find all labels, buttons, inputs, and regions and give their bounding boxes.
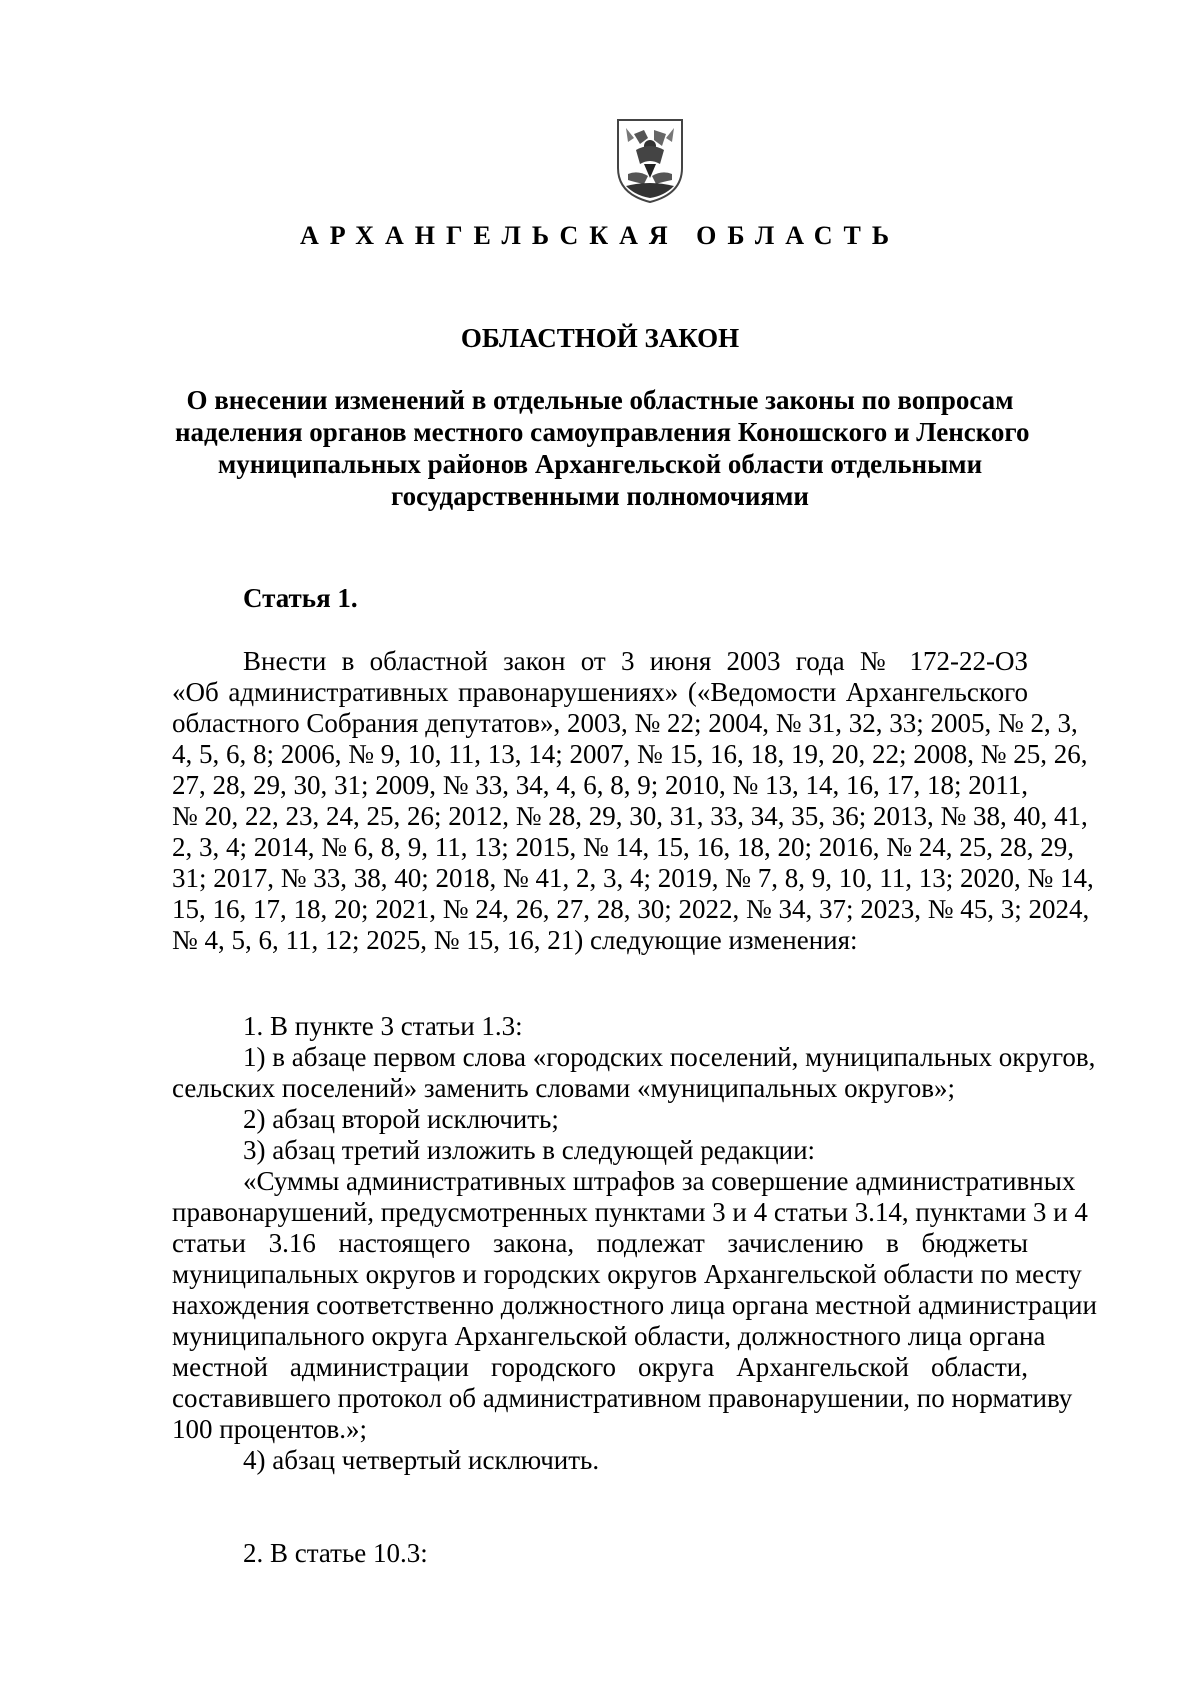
paragraph-line: № 4, 5, 6, 11, 12; 2025, № 15, 16, 21) следующие изменения:	[172, 925, 858, 955]
title-line: муниципальных районов Архангельской области отдельными	[217, 449, 983, 479]
paragraph-line: 100 процентов.»;	[172, 1414, 368, 1444]
paragraph-line: «Об административных правонарушениях» («Ведомости Архангельского	[172, 677, 1028, 707]
paragraph-line: 31; 2017, № 33, 38, 40; 2018, № 41, 2, 3, 4; 2019, № 7, 8, 9, 10, 11, 13; 2020, № 14,	[172, 863, 1094, 893]
paragraph-line: областного Собрания депутатов», 2003, № 22; 2004, № 31, 32, 33; 2005, № 2, 3,	[172, 708, 1078, 738]
document-type: ОБЛАСТНОЙ ЗАКОН	[460, 323, 740, 353]
title-line: наделения органов местного самоуправления Коношского и Ленского	[175, 417, 1030, 447]
item-2-heading: 2. В статье 10.3:	[243, 1538, 428, 1568]
arkhangelsk-coat-of-arms-icon	[614, 116, 686, 206]
paragraph-line: 2, 3, 4; 2014, № 6, 8, 9, 11, 13; 2015, № 14, 15, 16, 18, 20; 2016, № 24, 25, 28, 29,	[172, 832, 1075, 862]
item-1-heading: 1. В пункте 3 статьи 1.3:	[243, 1011, 523, 1041]
item-1-subitem-4: 4) абзац четвертый исключить.	[243, 1445, 600, 1475]
paragraph-line: 4, 5, 6, 8; 2006, № 9, 10, 11, 13, 14; 2007, № 15, 16, 18, 19, 20, 22; 2008, № 25, 26,	[172, 739, 1088, 769]
paragraph-line: 15, 16, 17, 18, 20; 2021, № 24, 26, 27, 28, 30; 2022, № 34, 37; 2023, № 45, 3; 2024,	[172, 894, 1090, 924]
title-line: О внесении изменений в отдельные областные законы по вопросам	[186, 385, 1014, 415]
paragraph-line: Внести в областной закон от 3 июня 2003 года № 172-22-ОЗ	[243, 646, 1028, 676]
region-name: АРХАНГЕЛЬСКАЯ ОБЛАСТЬ	[299, 221, 901, 250]
paragraph-line: «Суммы административных штрафов за совершение административных	[243, 1166, 1076, 1196]
paragraph-line: местной администрации городского округа Архангельской области,	[172, 1352, 1028, 1382]
paragraph-line: 1) в абзаце первом слова «городских поселений, муниципальных округов,	[243, 1042, 1096, 1072]
item-1-subitem-1	[172, 1042, 1096, 1104]
item-1-subitem-2: 2) абзац второй исключить;	[243, 1104, 559, 1134]
paragraph-line: сельских поселений» заменить словами «муниципальных округов»;	[172, 1073, 956, 1103]
paragraph-line: 27, 28, 29, 30, 31; 2009, № 33, 34, 4, 6, 8, 9; 2010, № 13, 14, 16, 17, 18; 2011,	[172, 770, 1029, 800]
title-line: государственными полномочиями	[391, 481, 809, 511]
item-1-subitem-3: 3) абзац третий изложить в следующей редакции:	[243, 1135, 816, 1165]
quoted-new-paragraph	[172, 1166, 1097, 1445]
article-heading: Статья 1.	[243, 583, 358, 613]
paragraph-line: № 20, 22, 23, 24, 25, 26; 2012, № 28, 29, 30, 31, 33, 34, 35, 36; 2013, № 38, 40, 41,	[172, 801, 1088, 831]
article-intro-paragraph	[172, 646, 1094, 956]
paragraph-line: муниципального округа Архангельской области, должностного лица органа	[172, 1321, 1046, 1351]
paragraph-line: муниципальных округов и городских округов Архангельской области по месту	[172, 1259, 1082, 1289]
document-title	[175, 384, 1030, 512]
paragraph-line: правонарушений, предусмотренных пунктами 3 и 4 статьи 3.14, пунктами 3 и 4	[172, 1197, 1088, 1227]
paragraph-line: статьи 3.16 настоящего закона, подлежат зачислению в бюджеты	[172, 1228, 1028, 1258]
paragraph-line: составившего протокол об административном правонарушении, по нормативу	[172, 1383, 1073, 1413]
paragraph-line: нахождения соответственно должностного лица органа местной администрации	[172, 1290, 1097, 1320]
